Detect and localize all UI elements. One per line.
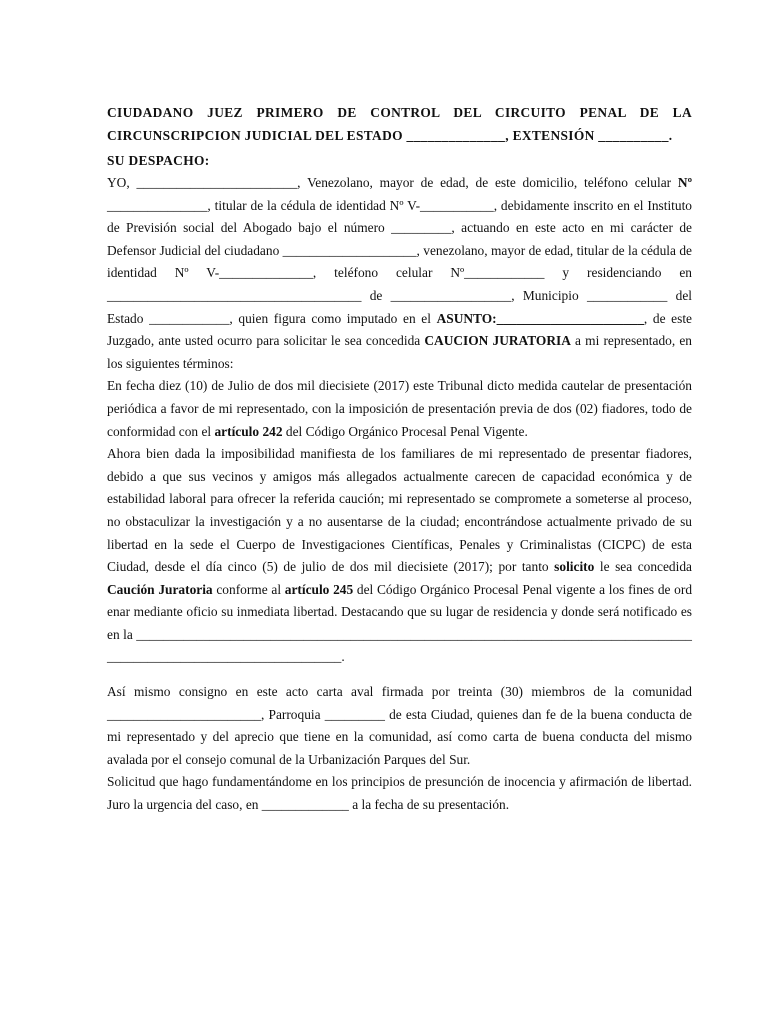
paragraph-ahora-bien (107, 443, 692, 669)
intro-bold-asunto: ASUNTO: (436, 310, 497, 326)
fecha-bold-articulo: artículo 242 (214, 423, 283, 439)
ahora-bold-solicito: solicito (554, 559, 595, 575)
paragraph-gap (107, 669, 692, 681)
paragraph-fecha (107, 375, 692, 443)
ahora-text-g: del Código Orgánico Procesal Penal vigente a los fines de ordenar mediante oficio su inmediata libertad. Destacando que su lugar de residencia y donde será notificado es en la ______________________________________________________________________________________________________________________. (107, 581, 693, 665)
paragraph-intro (107, 172, 692, 375)
intro-text-a: YO, ________________________, Venezolano, mayor de edad, de este domicilio, teléfono celular (107, 175, 678, 190)
ahora-bold-caucion: Caución Juratoria (107, 581, 213, 597)
intro-text-h: a mi representado, en los siguientes términos: (107, 333, 692, 371)
fecha-text-a: En fecha diez (10) de Julio de dos mil diecisiete (2017) este Tribunal dicto medida cautelar de presentación periódica a favor de mi representado, con la imposición de presentación previa de dos (02) fiadores, todo de conformidad con el (107, 378, 692, 439)
intro-text-c: _______________, titular de la cédula de identidad Nº V-___________, debidamente inscrito en el Instituto de Previsión social del Abogado bajo el número _________, actuando en este acto en mi carácter de Defensor Judicial del ciudadano ____________________, venezolano, mayor de edad, titular de la cédula de identidad Nº V-______________, teléfono celular Nº____________ y residenciando en ______________________________________ de __________________, Municipio ____________ del Estado ____________, quien figura como imputado en el (107, 197, 692, 326)
ahora-text-a: Ahora bien dada la imposibilidad manifiesta de los familiares de mi representado de presentar fiadores, debido a que sus vecinos y amigos más allegados actualmente carecen de capacidad económica y de estabilidad laboral para ofrecer la referida caución; mi representado se compromete a someterse al proceso, no obstaculizar la investigación y a no ausentarse de la ciudad; encontrándose actualmente privado de su libertad en la sede el Cuerpo de Investigaciones Científicas, Penales y Criminalistas (CICPC) de esta Ciudad, desde el día cinco (5) de julio de dos mil diecisiete (2017); por tanto (107, 446, 692, 575)
paragraph-solicitud: Solicitud que hago fundamentándome en los principios de presunción de inocencia y afirmación de libertad. Juro la urgencia del caso, en _____________ a la fecha de su presentación. (107, 774, 692, 813)
document-despacho: SU DESPACHO: (107, 153, 210, 168)
intro-bold-no: Nº (677, 175, 692, 190)
ahora-bold-articulo: artículo 245 (284, 581, 354, 597)
ahora-text-e: conforme al (212, 581, 285, 597)
intro-asunto-blank: ______________________ (496, 310, 644, 326)
ahora-text-c: le sea concedida (594, 559, 692, 575)
document-addressee: CIUDADANO JUEZ PRIMERO DE CONTROL DEL CIRCUITO PENAL DE LA CIRCUNSCRIPCION JUDICIAL DEL ESTADO ______________, EXTENSIÓN __________. (107, 105, 692, 143)
paragraph-consigno: Así mismo consigno en este acto carta aval firmada por treinta (30) miembros de la comunidad _______________________, Parroquia _________ de esta Ciudad, quienes dan fe de la buena conducta de mi representado y del aprecio que tiene en la comunidad, así como carta de buena conducta del mismo avalada por el consejo comunal de la Urbanización Parques del Sur. (107, 684, 692, 767)
intro-bold-caucion: CAUCION JURATORIA (424, 333, 571, 349)
fecha-text-c: del Código Orgánico Procesal Penal Vigente. (282, 423, 528, 439)
intro-text-f: , de este Juzgado, ante usted ocurro para solicitar le sea concedida (107, 310, 692, 349)
